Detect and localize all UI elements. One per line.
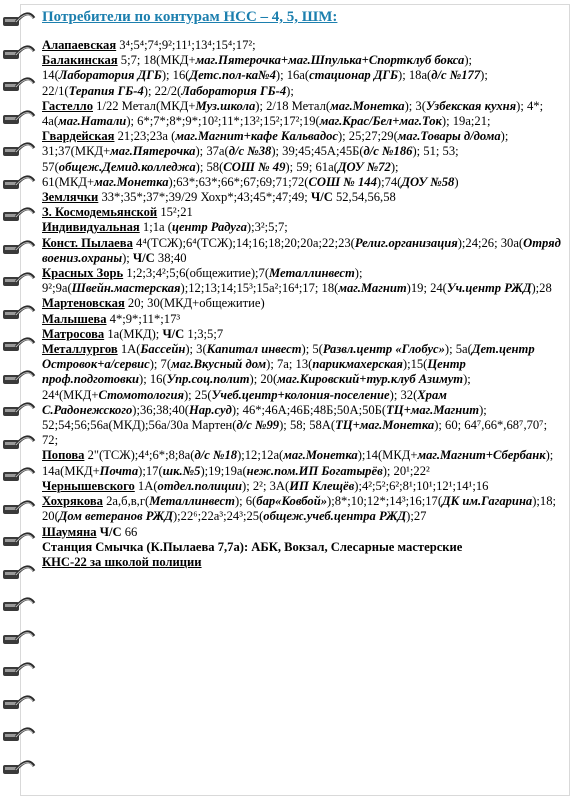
street-entry [42,220,562,235]
house-numbers: );15( [402,357,428,372]
consumer-name: Развл.центр «Глобус» [322,342,445,357]
street-entry [42,53,562,99]
spiral-ring-icon [2,108,36,130]
house-numbers: ); 19а;21; [441,114,491,129]
house-numbers: ); 16( [139,372,167,387]
house-numbers: );27 [406,509,427,524]
house-numbers: ); 14( [42,53,473,83]
spiral-ring-icon [2,693,36,715]
house-numbers: ); 60; 64⁷,66*,68⁷,70⁷; 72; [42,418,548,448]
consumer-name: ДОУ №72 [337,159,391,174]
street-entry [42,266,562,296]
house-numbers: ); 22/2( [143,83,182,98]
spiral-ring-icon [2,368,36,390]
house-numbers: ); 58; 58А( [279,418,336,433]
house-numbers: ); 32( [389,387,418,402]
document-title: Потребители по контурам НСС – 4, 5, ШМ: [42,9,338,25]
house-numbers: );12;12а( [237,448,284,463]
house-numbers: ); 39;45;45А;45Б( [271,144,364,159]
house-numbers: ); 37а( [195,144,229,159]
house-numbers: ); 58( [195,159,224,174]
street-entry [42,205,562,220]
consumer-name: ДК им.Гагарина [442,494,533,509]
spiral-ring-icon [2,498,36,520]
street-entry [42,525,562,540]
house-numbers: 15²;21 [157,205,193,220]
consumer-name: Храм С.Радонежского [42,387,447,417]
street-name: Балакинская [42,53,118,68]
spiral-ring-icon [2,433,36,455]
street-name: Чернышевского [42,478,135,493]
consumer-name: неж.пом.ИП Богатырёв [246,463,383,478]
consumer-name: Религ.организация [354,235,458,250]
consumer-name: маг.Кировский+тур.клуб Азимут [277,372,464,387]
house-numbers: ); 59; 61а( [285,159,338,174]
consumer-name: маг.Натали [58,114,127,129]
house-numbers: );63*;63*;66*;67;69;71;72( [168,174,309,189]
street-entry [42,494,562,524]
street-name: Малышева [42,311,107,326]
house-numbers: 2а,б,в,г( [102,494,150,509]
street-name: Мартеновская [42,296,125,311]
consumer-name: маг.Крас/Бел+маг.Ток [319,114,442,129]
house-numbers: 52,54,56,58 [332,190,396,205]
consumer-name: Муз.школа [195,98,256,113]
consumer-name: маг.Вкусный дом [171,357,267,372]
house-numbers: 4⁴(ТСЖ);6⁴(ТСЖ);14;16;18;20;20а;22;23( [132,235,355,250]
private-sector-label: Ч/С [162,326,185,341]
house-numbers: );4²;5²;6²;8¹;10¹;12¹;14¹;16 [354,478,489,493]
consumer-name: Терапия ГБ-4 [68,83,144,98]
street-name: Алапаевская [42,38,117,52]
house-numbers: );24;26; 30а( [457,235,524,250]
spiral-ring-icon [2,238,36,260]
street-entry [42,129,562,190]
house-numbers: 1А( [117,342,141,357]
house-numbers: );8*;10;12*;14³;16;17( [327,494,443,509]
spiral-ring-icon [2,140,36,162]
street-entry [42,448,562,478]
house-numbers: );74( [376,174,402,189]
private-sector-label: Ч/С [310,190,333,205]
spiral-ring-icon [2,563,36,585]
house-numbers: ); 7а; 13( [266,357,313,372]
consumer-name: д/с №99 [236,418,280,433]
street-entry [42,327,562,342]
consumer-name: Бассейн [140,342,186,357]
street-name: Гастелло [42,98,93,113]
house-numbers: 1;2;3;4²;5;6(общежитие);7( [123,266,270,281]
consumer-name: центр Радуга [171,220,247,235]
house-numbers: 1/22 Метал(МКД+ [93,98,196,113]
street-entry [42,296,562,311]
consumer-name: маг.Магнит [338,281,407,296]
consumer-name: общеж.учеб.центра РЖД [263,509,407,524]
consumer-name: СОШ № 144 [308,174,377,189]
street-entry [42,342,562,448]
street-name: Гвардейская [42,129,115,144]
house-numbers: ); 14а(МКД+ [42,448,554,478]
house-numbers: ); 9²;9а( [42,266,363,296]
house-numbers: ) [454,174,459,189]
consumer-name: Детс.пол-ка№4 [189,68,276,83]
spiral-binding [0,6,40,796]
consumer-name: общеж.Демид.колледжа [58,159,196,174]
house-numbers: 1;1а ( [139,220,172,235]
street-name: З. Космодемьянской [42,205,158,220]
house-numbers: 38;40 [154,250,187,265]
house-numbers: ); 6( [234,494,257,509]
consumer-list [42,38,562,540]
consumer-name: маг.Товары д/дома [397,129,501,144]
consumer-name: Почта [99,463,139,478]
spiral-ring-icon [2,465,36,487]
house-numbers: 2"(ТСЖ);4⁴;6*;8;8а( [84,448,195,463]
house-numbers: ); 4*; 4а( [42,98,544,129]
house-numbers: 66 [121,524,138,539]
house-numbers: 20; 30(МКД+общежитие) [124,296,265,311]
house-numbers: ); 25( [183,387,212,402]
house-numbers: ); 2/18 Метал( [255,98,331,113]
spiral-ring-icon [2,335,36,357]
spiral-ring-icon [2,725,36,747]
house-numbers: 21;23;23а ( [114,129,176,144]
spiral-ring-icon [2,270,36,292]
consumer-name: Лаборатория ГБ-4 [181,83,287,98]
house-numbers: ); 20( [249,372,278,387]
street-name: Хохрякова [42,494,103,509]
consumer-name: ИП Клещёв [289,478,355,493]
spiral-ring-icon [2,303,36,325]
consumer-name: Отряд воениз.охраны [42,235,561,265]
consumer-name: Стомотология [98,387,184,402]
house-numbers: 5;7; 18(МКД+ [117,53,196,68]
consumer-name: маг.Монетка [330,98,405,113]
consumer-name: д/с №18 [194,448,238,463]
house-numbers: ); 31;37(МКД+ [42,129,509,159]
street-name: Красных Зорь [42,266,124,281]
consumer-name: Учеб.центр+колония-поселение [211,387,390,402]
consumer-name: ТЦ+маг.Монетка [335,418,435,433]
consumer-name: д/с №177 [431,68,481,83]
house-numbers: )19; 24( [406,281,447,296]
street-name: Металлургов [42,342,118,357]
house-numbers: ); 22/1( [42,68,488,98]
house-numbers: ); [286,83,294,98]
consumer-name: маг.Монетка [283,448,358,463]
house-numbers: ); 16( [161,68,190,83]
house-numbers: );12;13;14;15³;15а²;16⁴;17; 18( [180,281,339,296]
consumer-name: Уч.центр РЖД [446,281,532,296]
house-numbers: );22⁶;22а³;24³;25( [172,509,264,524]
consumer-name: отдел.полиции [157,478,243,493]
consumer-name: Швейн.мастерская [71,281,181,296]
spiral-ring-icon [2,75,36,97]
house-numbers: 1А( [134,478,158,493]
house-numbers: ); 46*;46А;46Б;48Б;50А;50Б( [231,402,387,417]
spiral-ring-icon [2,205,36,227]
house-numbers: ); 6*;7*;8*;9*;10²;11*;13²;15²;17²;19( [126,114,320,129]
house-numbers: ); 25;27;29( [337,129,398,144]
spiral-ring-icon [2,10,36,32]
consumer-name: ТЦ+маг.Магнит [386,402,480,417]
house-numbers: ); 2²; 3А( [242,478,290,493]
spiral-ring-icon [2,400,36,422]
house-numbers: ); 18а( [398,68,432,83]
document-body [42,8,562,570]
spiral-ring-icon [2,530,36,552]
consumer-name: Металлинвест [269,266,355,281]
consumer-name: маг.Магнит+Сбербанк [417,448,546,463]
spiral-ring-icon [2,595,36,617]
house-numbers: ); 5( [301,342,323,357]
consumer-name: Металлинвест [149,494,235,509]
spiral-ring-icon [2,628,36,650]
house-numbers: ); [122,250,133,265]
consumer-name: д/с №186 [363,144,413,159]
consumer-name: Дет.центр Островок+а/сервис [42,342,535,372]
private-sector-label: Ч/С [99,524,122,539]
house-numbers: );14(МКД+ [357,448,418,463]
house-numbers: ); 3( [185,342,207,357]
consumer-name: маг.Пятерочка [110,144,196,159]
house-numbers: ); 51; 53; 57( [42,144,459,174]
house-numbers: ); 16а( [275,68,310,83]
house-numbers: 4*;9*;11*;17³ [106,311,181,326]
consumer-name: Центр проф.подготовки [42,357,466,387]
house-numbers: );28 [531,281,552,296]
consumer-name: СОШ № 49 [223,159,286,174]
house-numbers: );17( [138,463,163,478]
street-entry [42,190,562,205]
consumer-name: Капитал инвест [206,342,302,357]
house-numbers: ); 7( [149,357,172,372]
consumer-name: маг.Магнит+кафе Кальвадос [175,129,338,144]
spiral-ring-icon [2,173,36,195]
house-numbers: ); 20¹;22² [382,463,430,478]
consumer-name: шк.№5 [162,463,201,478]
house-numbers: 1а(МКД); [104,326,163,341]
consumer-name: Дом ветеранов РЖД [58,509,173,524]
spiral-ring-icon [2,43,36,65]
house-numbers: 1;3;5;7 [184,326,224,341]
spiral-ring-icon [2,660,36,682]
consumer-name: Нар.суд [188,402,232,417]
street-name: Попова [42,448,85,463]
spiral-ring-icon [2,758,36,780]
street-name: Матросова [42,326,105,341]
street-entry [42,236,562,266]
consumer-name: бар«Ковбой» [256,494,327,509]
street-name: Землячки [42,190,99,205]
consumer-name: парикмахерская [312,357,403,372]
house-numbers: ); 24⁴(МКД+ [42,372,471,402]
street-entry [42,38,562,53]
street-name: Индивидуальная [42,220,140,235]
street-entry [42,99,562,129]
consumer-name: Узбекская кухня [425,98,517,113]
consumer-name: Упр.соц.полит [166,372,250,387]
house-numbers: );36;38;40( [132,402,189,417]
street-name: Конст. Пылаева [42,235,133,250]
house-numbers: ); 52;54;56;56а(МКД);56а/30а Мартен( [42,402,487,433]
street-name: Шаумяна [42,524,97,539]
house-numbers: ); 5а( [444,342,472,357]
house-numbers: ); 61(МКД+ [42,159,399,189]
street-entry [42,479,562,494]
street-entry [42,312,562,327]
house-numbers: 33*;35*;37*;39/29 Хохр*;43;45*;47;49; [98,190,311,205]
consumer-name: маг.Пятерочка+маг.Шпулька+Спортклуб бокса [195,53,465,68]
consumer-name: д/с №38 [228,144,272,159]
house-numbers: );19;19а( [200,463,247,478]
house-numbers: 3⁴;5⁴;7⁴;9²;11¹;13⁴;15⁴;17²; [116,38,256,52]
private-sector-label: Ч/С [132,250,155,265]
kns-line: КНС-22 за школой полиции [42,554,202,569]
house-numbers: );3²;5;7; [246,220,288,235]
consumer-name: Лаборатория ДГБ [58,68,162,83]
house-numbers: ); 3( [404,98,426,113]
consumer-name: ДОУ №58 [401,174,455,189]
station-line: Станция Смычка (К.Пылаева 7,7а): АБК, Вокзал, Слесарные мастерские [42,539,463,554]
consumer-name: маг.Монетка [94,174,169,189]
consumer-name: стационар ДГБ [309,68,399,83]
house-numbers: );18; 20( [42,494,557,524]
